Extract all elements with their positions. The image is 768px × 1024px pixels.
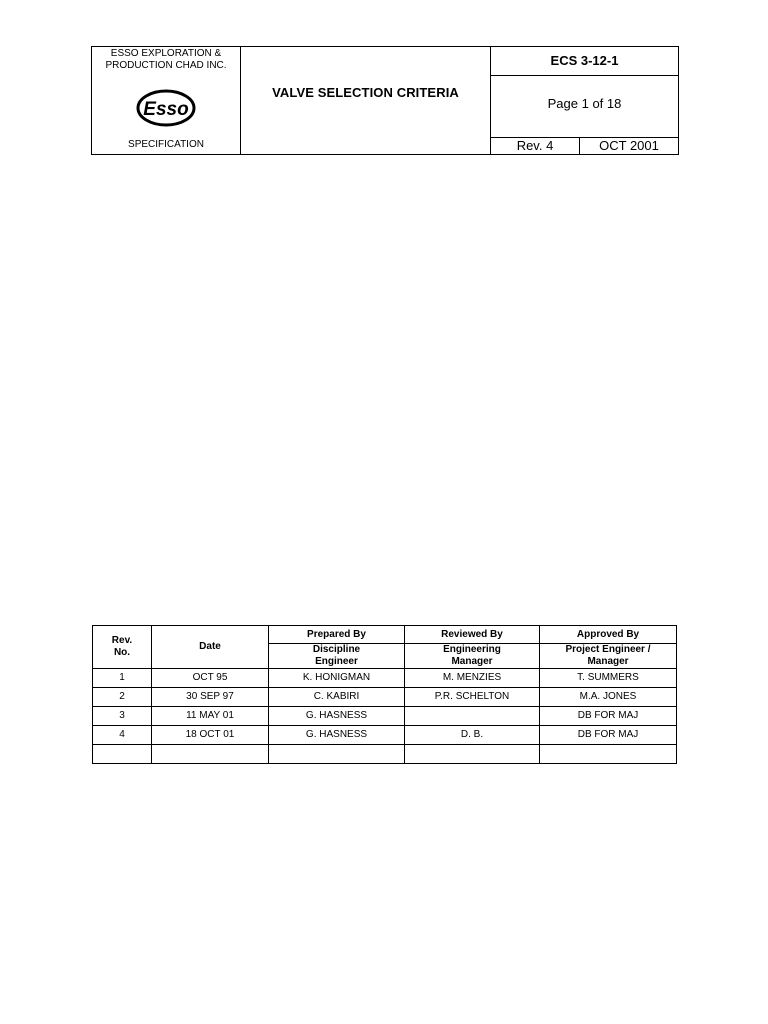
col-subheader-prepared-role: Discipline Engineer <box>269 644 405 669</box>
cell-approved: M.A. JONES <box>540 688 677 707</box>
table-row <box>93 669 677 688</box>
col-header-approved-by: Approved By <box>540 626 677 644</box>
cell-prepared: C. KABIRI <box>269 688 405 707</box>
title-cell <box>241 47 491 154</box>
cell-reviewed <box>405 745 540 764</box>
revision-date: OCT 2001 <box>599 138 659 153</box>
cell-rev: 4 <box>93 726 152 745</box>
specification-label: SPECIFICATION <box>128 139 204 150</box>
cell-rev <box>93 745 152 764</box>
revision-rows <box>93 669 677 764</box>
cell-rev: 3 <box>93 707 152 726</box>
cell-rev: 2 <box>93 688 152 707</box>
document-title: VALVE SELECTION CRITERIA <box>272 85 459 100</box>
cell-approved: T. SUMMERS <box>540 669 677 688</box>
cell-prepared: G. HASNESS <box>269 707 405 726</box>
cell-rev: 1 <box>93 669 152 688</box>
cell-prepared <box>269 745 405 764</box>
company-line-2: PRODUCTION CHAD INC. <box>105 60 227 71</box>
cell-prepared: K. HONIGMAN <box>269 669 405 688</box>
cell-prepared: G. HASNESS <box>269 726 405 745</box>
col-header-prepared-by: Prepared By <box>269 626 405 644</box>
col-header-date: Date <box>152 626 269 669</box>
col-subheader-reviewed-role: Engineering Manager <box>405 644 540 669</box>
cell-reviewed: P.R. SCHELTON <box>405 688 540 707</box>
esso-logo <box>136 89 196 132</box>
cell-date: 30 SEP 97 <box>152 688 269 707</box>
table-row <box>93 726 677 745</box>
revision-label: Rev. 4 <box>491 138 580 154</box>
cell-date <box>152 745 269 764</box>
logo-text: Esso <box>143 99 189 120</box>
cell-reviewed: D. B. <box>405 726 540 745</box>
cell-reviewed <box>405 707 540 726</box>
cell-approved: DB FOR MAJ <box>540 707 677 726</box>
table-row <box>93 707 677 726</box>
doc-info-cell <box>491 47 678 154</box>
company-cell <box>92 47 241 154</box>
cell-date: OCT 95 <box>152 669 269 688</box>
document-header <box>91 46 679 155</box>
cell-approved <box>540 745 677 764</box>
company-name <box>92 48 240 72</box>
table-row <box>93 745 677 764</box>
cell-approved: DB FOR MAJ <box>540 726 677 745</box>
cell-date: 11 MAY 01 <box>152 707 269 726</box>
col-header-rev-no: Rev. No. <box>93 626 152 669</box>
company-line-1: ESSO EXPLORATION & <box>110 48 222 59</box>
table-row <box>93 688 677 707</box>
col-header-reviewed-by: Reviewed By <box>405 626 540 644</box>
page-number: Page 1 of 18 <box>491 76 678 138</box>
revision-history-table <box>92 625 677 764</box>
document-number: ECS 3-12-1 <box>491 47 678 76</box>
cell-reviewed: M. MENZIES <box>405 669 540 688</box>
cell-date: 18 OCT 01 <box>152 726 269 745</box>
col-subheader-approved-role: Project Engineer / Manager <box>540 644 677 669</box>
